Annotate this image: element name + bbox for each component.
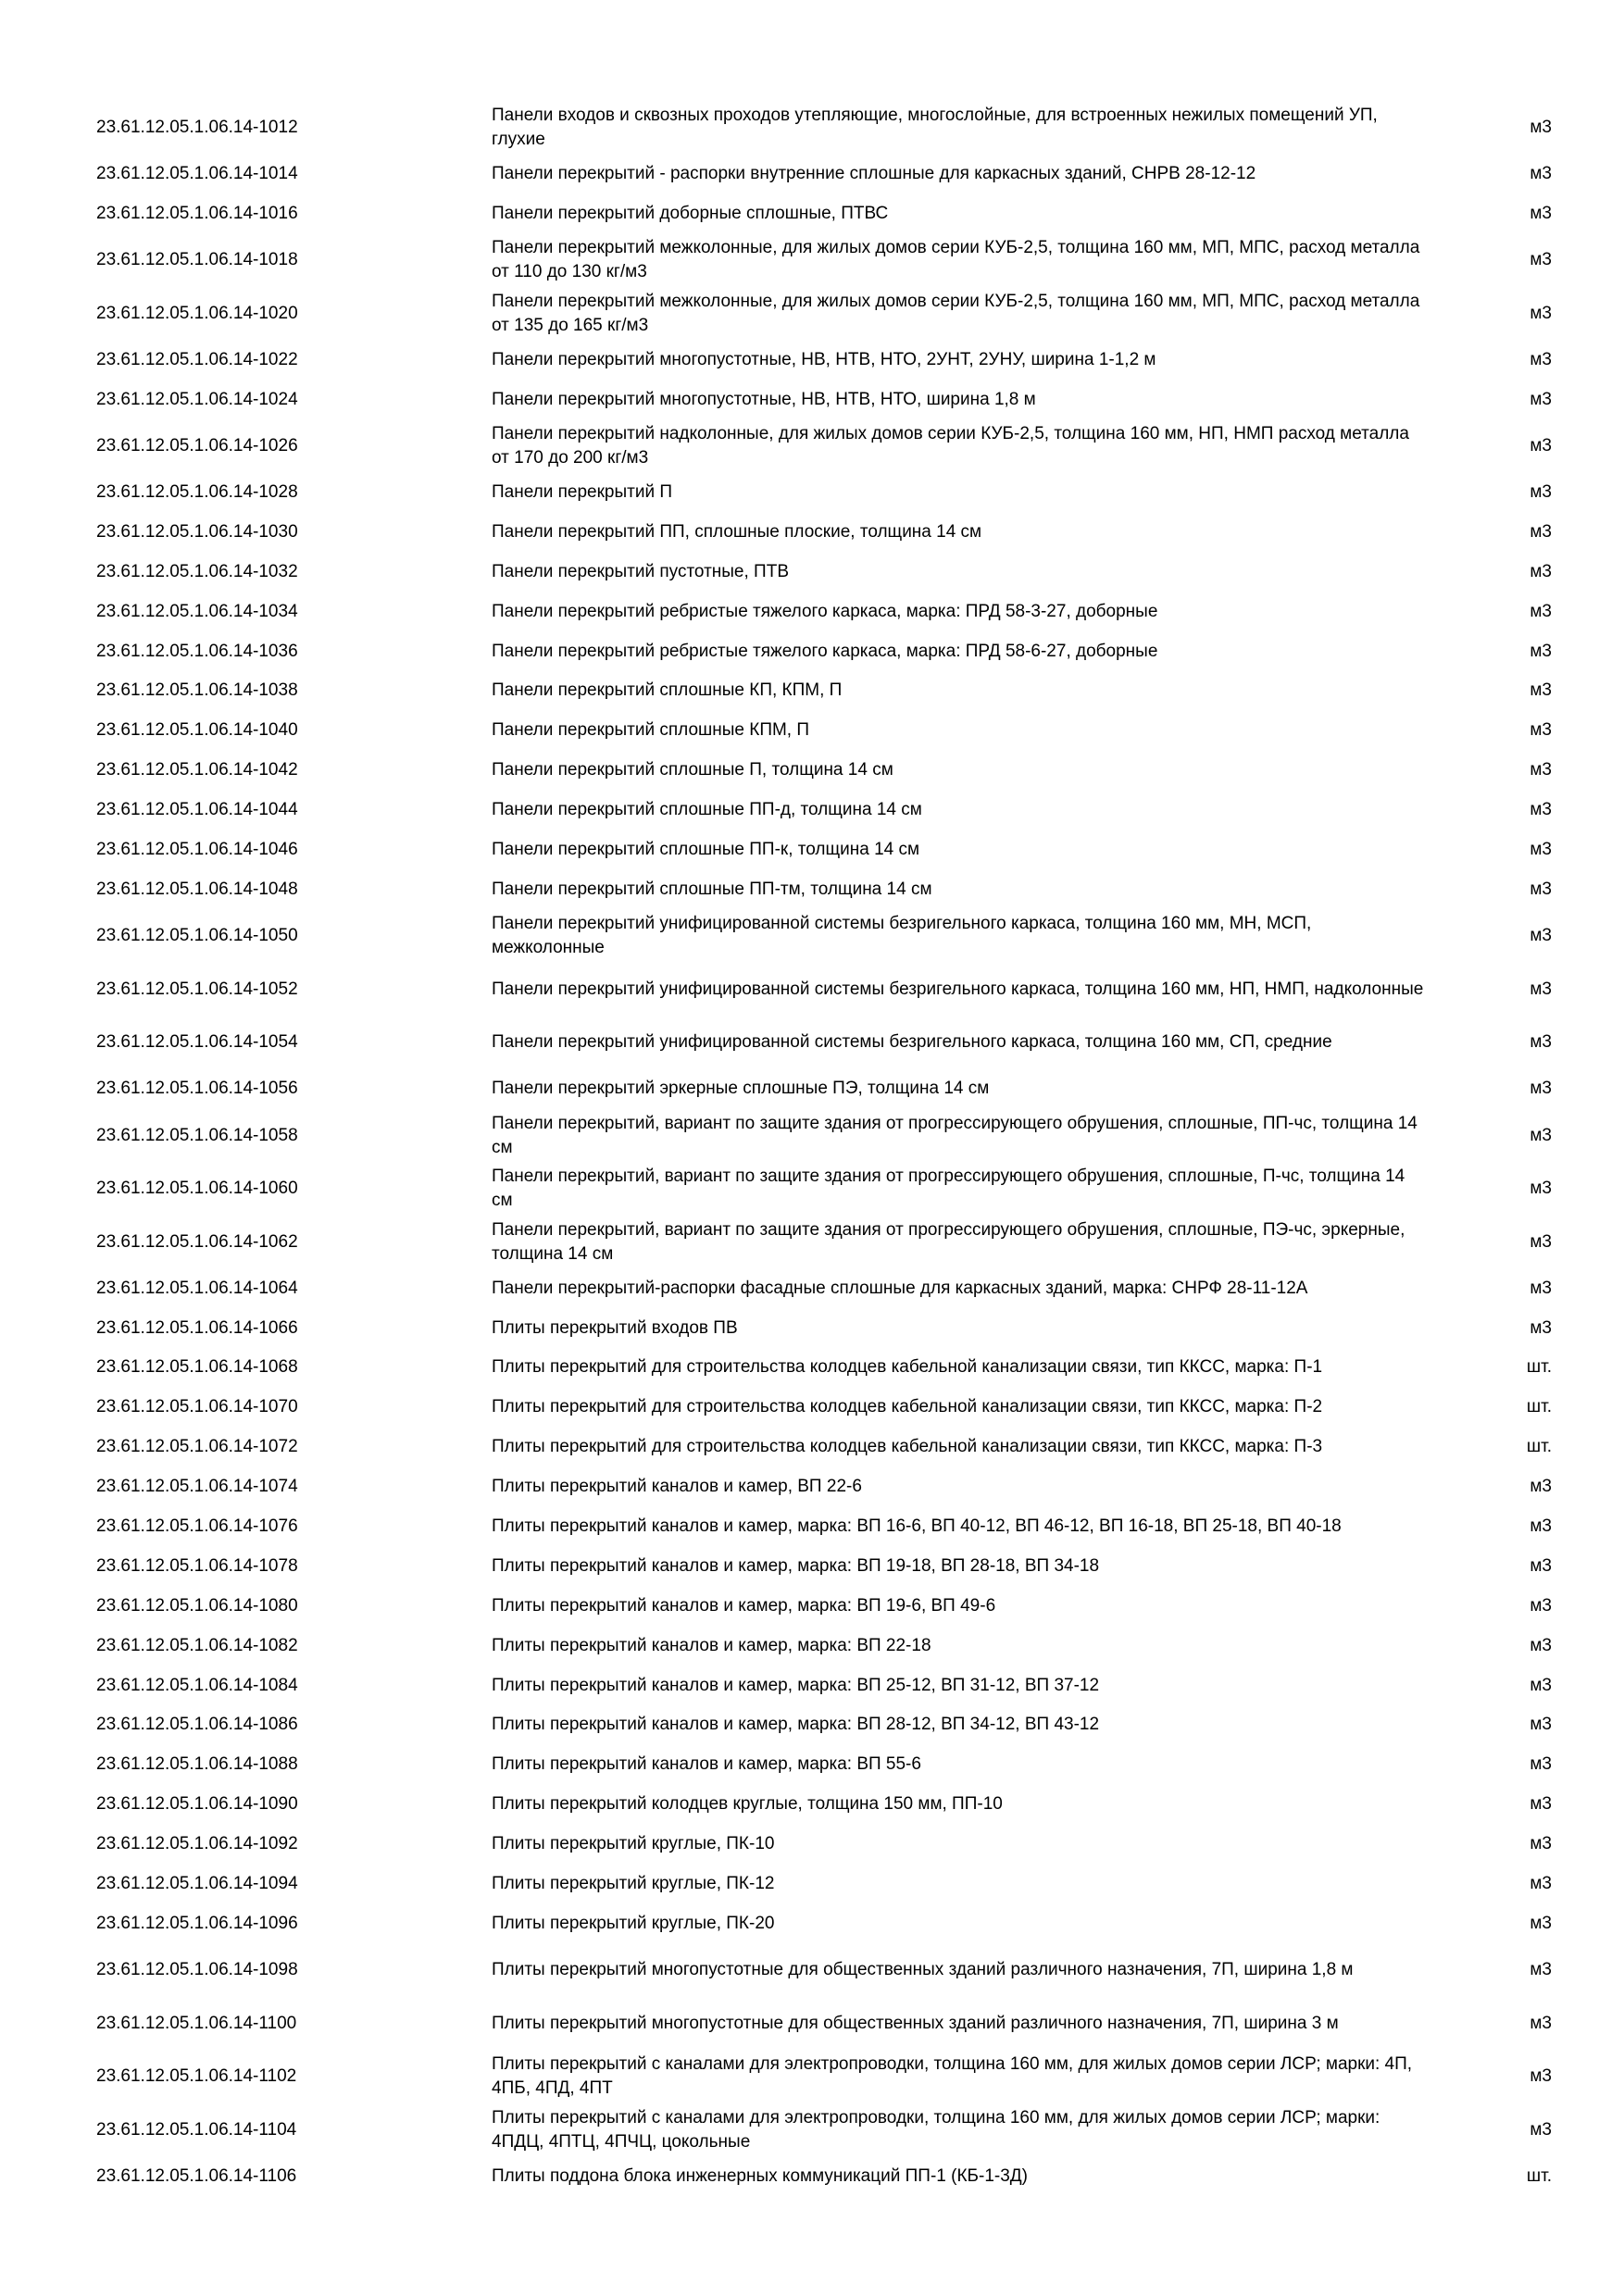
resource-code: 23.61.12.05.1.06.14-1078 [96,1555,298,1576]
table-row [96,631,1559,671]
table-row [96,1467,1559,1507]
unit-of-measure: м3 [1530,879,1552,899]
unit-of-measure: м3 [1530,720,1552,741]
resource-code: 23.61.12.05.1.06.14-1068 [96,1357,298,1378]
resource-name: Панели перекрытий, вариант по защите здания от прогрессирующего обрушения, сплошные, ПЭ-чс, эркерные, толщина 14 см [492,1219,1405,1264]
resource-code: 23.61.12.05.1.06.14-1012 [96,117,298,137]
table-row [96,2103,1559,2157]
resource-code: 23.61.12.05.1.06.14-1082 [96,1635,298,1655]
table-row [96,1428,1559,1467]
resource-name: Панели перекрытий сплошные ПП-д, толщина 14 см [492,800,922,820]
table-row [96,233,1559,287]
unit-of-measure: м3 [1530,641,1552,661]
table-row [96,1865,1559,1904]
resource-code: 23.61.12.05.1.06.14-1104 [96,2119,297,2140]
resource-code: 23.61.12.05.1.06.14-1064 [96,1278,298,1298]
unit-of-measure: м3 [1530,389,1552,409]
unit-of-measure: м3 [1530,1874,1552,1894]
resource-name: Панели перекрытий - распорки внутренние сплошные для каркасных зданий, СНРВ 28-12-12 [492,163,1256,183]
resource-code: 23.61.12.05.1.06.14-1022 [96,349,298,369]
resource-code: 23.61.12.05.1.06.14-1038 [96,680,298,701]
resource-code: 23.61.12.05.1.06.14-1032 [96,561,298,581]
resource-name: Панели перекрытий доборные сплошные, ПТВС [492,203,889,223]
table-row [96,1705,1559,1745]
resource-code: 23.61.12.05.1.06.14-1072 [96,1437,298,1457]
resource-code: 23.61.12.05.1.06.14-1094 [96,1874,298,1894]
unit-of-measure: м3 [1530,1516,1552,1537]
table-row [96,1216,1559,1269]
table-row [96,1825,1559,1865]
resource-name: Панели перекрытий многопустотные, НВ, НТВ, НТО, ширина 1,8 м [492,389,1036,409]
resource-code: 23.61.12.05.1.06.14-1076 [96,1516,298,1537]
resource-name: Панели перекрытий межколонные, для жилых домов серии КУБ-2,5, толщина 160 мм, МП, МПС, расход металла от 110 до 130 кг/м3 [492,238,1420,282]
resource-code: 23.61.12.05.1.06.14-1034 [96,601,298,621]
table-row [96,473,1559,513]
resource-code: 23.61.12.05.1.06.14-1096 [96,1913,298,1933]
unit-of-measure: м3 [1530,1675,1552,1695]
resource-name: Плиты перекрытий многопустотные для общественных зданий различного назначения, 7П, ширина 3 м [492,2013,1339,2033]
resource-code: 23.61.12.05.1.06.14-1100 [96,2013,297,2033]
resource-name: Плиты перекрытий круглые, ПК-10 [492,1834,775,1854]
resource-name: Панели перекрытий унифицированной системы безригельного каркаса, толщина 160 мм, МН, МСП, межколонные [492,914,1312,958]
resource-name: Плиты перекрытий каналов и камер, ВП 22-6 [492,1477,862,1497]
table-row [96,512,1559,552]
resource-name: Плиты перекрытий каналов и камер, марка: ВП 19-6, ВП 49-6 [492,1595,996,1616]
resource-name: Панели перекрытий многопустотные, НВ, НТВ, НТО, 2УНТ, 2УНУ, ширина 1-1,2 м [492,349,1156,369]
resource-name: Плиты перекрытий круглые, ПК-20 [492,1913,775,1933]
price-table [96,101,1559,2196]
table-row [96,1666,1559,1705]
table-row [96,1586,1559,1626]
unit-of-measure: м3 [1530,349,1552,369]
resource-code: 23.61.12.05.1.06.14-1024 [96,389,298,409]
resource-name: Плиты перекрытий круглые, ПК-12 [492,1874,775,1894]
unit-of-measure: м3 [1530,840,1552,860]
resource-name: Плиты поддона блока инженерных коммуникаций ПП-1 (КБ-1-3Д) [492,2165,1028,2186]
resource-code: 23.61.12.05.1.06.14-1074 [96,1477,298,1497]
resource-name: Плиты перекрытий с каналами для электропроводки, толщина 160 мм, для жилых домов серии ЛСР; марки: 4П, 4ПБ, 4ПД, 4ПТ [492,2054,1413,2099]
table-row [96,1348,1559,1388]
unit-of-measure: м3 [1530,1317,1552,1338]
resource-code: 23.61.12.05.1.06.14-1026 [96,435,298,455]
resource-name: Панели перекрытий сплошные ПП-тм, толщина 14 см [492,879,932,899]
unit-of-measure: м3 [1530,2013,1552,2033]
resource-name: Плиты перекрытий колодцев круглые, толщина 150 мм, ПП-10 [492,1794,1003,1815]
table-row [96,287,1559,341]
resource-code: 23.61.12.05.1.06.14-1050 [96,926,298,946]
resource-name: Плиты перекрытий каналов и камер, марка: ВП 25-12, ВП 31-12, ВП 37-12 [492,1675,1100,1695]
table-row [96,1626,1559,1666]
table-row [96,1997,1559,2051]
unit-of-measure: шт. [1526,2165,1552,2186]
resource-code: 23.61.12.05.1.06.14-1088 [96,1754,298,1775]
unit-of-measure: м3 [1530,1477,1552,1497]
resource-name: Панели перекрытий, вариант по защите здания от прогрессирующего обрушения, сплошные, ПП-чс, толщина 14 см [492,1113,1418,1157]
resource-name: Плиты перекрытий каналов и камер, марка: ВП 28-12, ВП 34-12, ВП 43-12 [492,1715,1100,1735]
unit-of-measure: м3 [1530,2066,1552,2087]
table-row [96,1507,1559,1547]
table-row [96,2156,1559,2196]
table-row [96,1785,1559,1825]
resource-name: Плиты перекрытий входов ПВ [492,1317,738,1338]
unit-of-measure: м3 [1530,760,1552,780]
table-row [96,671,1559,711]
resource-code: 23.61.12.05.1.06.14-1084 [96,1675,298,1695]
resource-code: 23.61.12.05.1.06.14-1090 [96,1794,298,1815]
unit-of-measure: м3 [1530,561,1552,581]
table-row [96,1162,1559,1216]
unit-of-measure: м3 [1530,1278,1552,1298]
resource-name: Панели входов и сквозных проходов утепляющие, многослойные, для встроенных нежилых помещений УП, глухие [492,105,1378,149]
resource-name: Панели перекрытий-распорки фасадные сплошные для каркасных зданий, марка: СНРФ 28-11-12А [492,1278,1308,1298]
unit-of-measure: м3 [1530,482,1552,502]
table-row [96,963,1559,1017]
resource-name: Панели перекрытий П [492,482,673,502]
resource-code: 23.61.12.05.1.06.14-1046 [96,840,298,860]
resource-code: 23.61.12.05.1.06.14-1054 [96,1032,298,1053]
table-row [96,711,1559,751]
unit-of-measure: м3 [1530,1715,1552,1735]
resource-name: Панели перекрытий эркерные сплошные ПЭ, толщина 14 см [492,1079,990,1099]
resource-code: 23.61.12.05.1.06.14-1086 [96,1715,298,1735]
table-row [96,592,1559,631]
resource-code: 23.61.12.05.1.06.14-1020 [96,303,298,323]
unit-of-measure: м3 [1530,435,1552,455]
unit-of-measure: м3 [1530,1913,1552,1933]
resource-code: 23.61.12.05.1.06.14-1016 [96,203,298,223]
table-row [96,869,1559,909]
resource-code: 23.61.12.05.1.06.14-1060 [96,1179,298,1198]
resource-name: Плиты перекрытий для строительства колодцев кабельной канализации связи, тип ККСС, марка: П-1 [492,1357,1323,1378]
resource-name: Панели перекрытий сплошные КП, КПМ, П [492,680,843,701]
table-row [96,101,1559,155]
resource-code: 23.61.12.05.1.06.14-1040 [96,720,298,741]
resource-name: Плиты перекрытий для строительства колодцев кабельной канализации связи, тип ККСС, марка: П-3 [492,1437,1323,1457]
resource-name: Плиты перекрытий каналов и камер, марка: ВП 55-6 [492,1754,921,1775]
table-row [96,1745,1559,1785]
resource-code: 23.61.12.05.1.06.14-1018 [96,250,298,270]
table-row [96,909,1559,963]
unit-of-measure: м3 [1530,1079,1552,1099]
resource-code: 23.61.12.05.1.06.14-1052 [96,979,298,999]
resource-code: 23.61.12.05.1.06.14-1042 [96,760,298,780]
table-row [96,791,1559,830]
resource-name: Панели перекрытий надколонные, для жилых домов серии КУБ-2,5, толщина 160 мм, НП, НМП расход металла от 170 до 200 кг/м3 [492,423,1409,468]
resource-code: 23.61.12.05.1.06.14-1014 [96,163,298,183]
table-row [96,1546,1559,1586]
unit-of-measure: м3 [1530,2119,1552,2140]
resource-name: Плиты перекрытий каналов и камер, марка: ВП 16-6, ВП 40-12, ВП 46-12, ВП 16-18, ВП 25-18, ВП 40-18 [492,1516,1342,1537]
resource-code: 23.61.12.05.1.06.14-1066 [96,1317,298,1338]
table-row [96,1109,1559,1163]
resource-code: 23.61.12.05.1.06.14-1098 [96,1960,298,1980]
unit-of-measure: м3 [1530,250,1552,270]
unit-of-measure: м3 [1530,1834,1552,1854]
unit-of-measure: шт. [1526,1397,1552,1417]
resource-code: 23.61.12.05.1.06.14-1030 [96,521,298,542]
resource-name: Панели перекрытий сплошные КПМ, П [492,720,810,741]
unit-of-measure: м3 [1530,926,1552,946]
table-row [96,1268,1559,1308]
table-row [96,552,1559,592]
resource-code: 23.61.12.05.1.06.14-1028 [96,482,298,502]
resource-code: 23.61.12.05.1.06.14-1092 [96,1834,298,1854]
unit-of-measure: шт. [1526,1357,1552,1378]
table-row [96,1904,1559,1944]
table-row [96,2050,1559,2103]
table-row [96,1388,1559,1428]
unit-of-measure: м3 [1530,1032,1552,1053]
unit-of-measure: м3 [1530,1960,1552,1980]
table-row [96,340,1559,380]
resource-code: 23.61.12.05.1.06.14-1056 [96,1079,298,1099]
unit-of-measure: м3 [1530,1754,1552,1775]
resource-name: Панели перекрытий межколонные, для жилых домов серии КУБ-2,5, толщина 160 мм, МП, МПС, расход металла от 135 до 165 кг/м3 [492,291,1420,335]
resource-code: 23.61.12.05.1.06.14-1080 [96,1595,298,1616]
unit-of-measure: м3 [1530,800,1552,820]
resource-name: Плиты перекрытий каналов и камер, марка: ВП 19-18, ВП 28-18, ВП 34-18 [492,1555,1100,1576]
unit-of-measure: м3 [1530,1595,1552,1616]
resource-code: 23.61.12.05.1.06.14-1048 [96,879,298,899]
resource-name: Плиты перекрытий для строительства колодцев кабельной канализации связи, тип ККСС, марка: П-2 [492,1397,1323,1417]
unit-of-measure: м3 [1530,1179,1552,1198]
resource-name: Панели перекрытий унифицированной системы безригельного каркаса, толщина 160 мм, НП, НМП, надколонные [492,979,1424,999]
resource-name: Плиты перекрытий с каналами для электропроводки, толщина 160 мм, для жилых домов серии ЛСР; марки: 4ПДЦ, 4ПТЦ, 4ПЧЦ, цокольные [492,2107,1380,2152]
table-row [96,193,1559,233]
table-row [96,380,1559,419]
table-row [96,830,1559,870]
resource-name: Плиты перекрытий каналов и камер, марка: ВП 22-18 [492,1635,931,1655]
resource-name: Панели перекрытий сплошные П, толщина 14 см [492,760,893,780]
unit-of-measure: м3 [1530,1231,1552,1252]
resource-name: Панели перекрытий ПП, сплошные плоские, толщина 14 см [492,521,982,542]
unit-of-measure: шт. [1526,1437,1552,1457]
unit-of-measure: м3 [1530,1635,1552,1655]
resource-code: 23.61.12.05.1.06.14-1058 [96,1125,298,1145]
resource-name: Плиты перекрытий многопустотные для общественных зданий различного назначения, 7П, ширина 1,8 м [492,1960,1354,1980]
resource-name: Панели перекрытий унифицированной системы безригельного каркаса, толщина 160 мм, СП, средние [492,1032,1332,1053]
resource-code: 23.61.12.05.1.06.14-1102 [96,2066,297,2087]
unit-of-measure: м3 [1530,303,1552,323]
resource-code: 23.61.12.05.1.06.14-1106 [96,2165,297,2186]
resource-name: Панели перекрытий, вариант по защите здания от прогрессирующего обрушения, сплошные, П-чс, толщина 14 см [492,1167,1405,1210]
resource-code: 23.61.12.05.1.06.14-1036 [96,641,298,661]
unit-of-measure: м3 [1530,117,1552,137]
unit-of-measure: м3 [1530,521,1552,542]
table-row [96,751,1559,791]
unit-of-measure: м3 [1530,680,1552,701]
unit-of-measure: м3 [1530,601,1552,621]
unit-of-measure: м3 [1530,1555,1552,1576]
table-row [96,1943,1559,1997]
resource-name: Панели перекрытий пустотные, ПТВ [492,561,789,581]
table-row [96,155,1559,194]
unit-of-measure: м3 [1530,163,1552,183]
unit-of-measure: м3 [1530,1125,1552,1145]
table-row [96,1069,1559,1109]
table-row [96,419,1559,473]
table-row [96,1308,1559,1348]
table-row [96,1016,1559,1069]
resource-name: Панели перекрытий ребристые тяжелого каркаса, марка: ПРД 58-3-27, доборные [492,601,1158,621]
resource-name: Панели перекрытий ребристые тяжелого каркаса, марка: ПРД 58-6-27, доборные [492,641,1158,661]
resource-code: 23.61.12.05.1.06.14-1044 [96,800,298,820]
resource-code: 23.61.12.05.1.06.14-1070 [96,1397,298,1417]
resource-name: Панели перекрытий сплошные ПП-к, толщина 14 см [492,840,920,860]
unit-of-measure: м3 [1530,203,1552,223]
unit-of-measure: м3 [1530,1794,1552,1815]
unit-of-measure: м3 [1530,979,1552,999]
resource-code: 23.61.12.05.1.06.14-1062 [96,1231,298,1252]
